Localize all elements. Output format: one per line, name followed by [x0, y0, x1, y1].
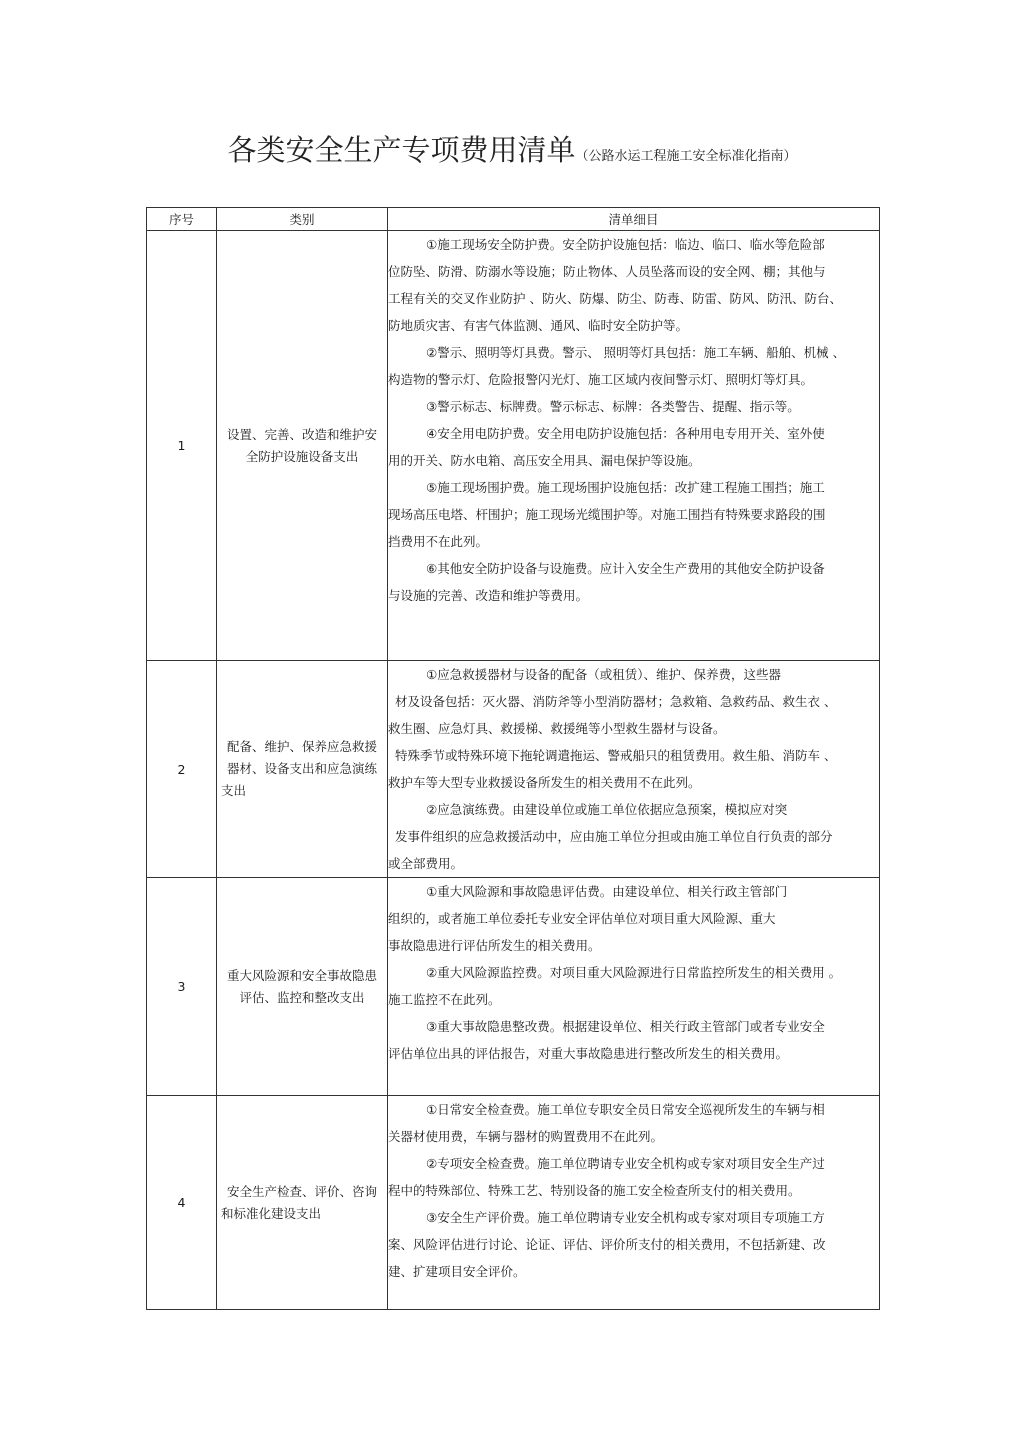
row-number: 1 [147, 231, 217, 661]
row-details [388, 661, 880, 878]
detail-line: ③警示标志、标牌费。警示标志、标牌：各类警告、提醒、指示等。 [426, 399, 800, 414]
row-number: 4 [147, 1096, 217, 1310]
detail-line: ②警示、照明等灯具费。警示、 照明等灯具包括：施工车辆、船舶、机械 、 [426, 345, 846, 360]
detail-line: 发事件组织的应急救援活动中，应由施工单位分担或由施工单位自行负责的部分 [395, 829, 833, 844]
header-serial: 序号 [147, 208, 217, 231]
detail-line: ①应急救援器材与设备的配备（或租赁）、维护、保养费，这些器 [426, 667, 781, 682]
header-details: 清单细目 [388, 208, 880, 231]
detail-line: 施工监控不在此列。 [388, 992, 501, 1007]
detail-line: 与设施的完善、改造和维护等费用。 [388, 588, 589, 603]
detail-line: ③安全生产评价费。施工单位聘请专业安全机构或专家对项目专项施工方 [426, 1210, 825, 1225]
fee-list-table [146, 207, 880, 1310]
detail-line: ①重大风险源和事故隐患评估费。由建设单位、相关行政主管部门 [426, 884, 788, 899]
detail-line: 位防坠、防滑、防溺水等设施；防止物体、人员坠落而设的安全网、棚；其他与 [388, 264, 826, 279]
detail-line: 或全部费用。 [388, 856, 464, 871]
detail-line: 建、扩建项目安全评价。 [388, 1264, 526, 1279]
table-row [147, 661, 880, 878]
category-line: 安全生产检查、评价、咨询 [226, 1183, 377, 1199]
table-row [147, 231, 880, 661]
detail-line: 材及设备包括：灭火器、消防斧等小型消防器材；急救箱、急救药品、救生衣 、 [395, 694, 837, 709]
row-category [217, 661, 388, 878]
category-line: 器材、设备支出和应急演练 [226, 761, 377, 776]
row-details [388, 1096, 880, 1310]
detail-line: ①施工现场安全防护费。安全防护设施包括：临边、临口、临水等危险部 [426, 237, 825, 252]
table-row [147, 878, 880, 1096]
detail-line: 评估单位出具的评估报告，对重大事故隐患进行整改所发生的相关费用。 [388, 1046, 789, 1061]
row-details [388, 878, 880, 1096]
detail-line: 防地质灾害、有害气体监测、通风、临时安全防护等。 [388, 318, 689, 333]
detail-line: 工程有关的交叉作业防护 、防火、防爆、防尘、防毒、防雷、防风、防汛、防台、 [388, 291, 842, 306]
detail-line: 组织的，或者施工单位委托专业安全评估单位对项目重大风险源、重大 [388, 911, 776, 926]
detail-line: ④安全用电防护费。安全用电防护设施包括：各种用电专用开关、室外使 [426, 426, 825, 441]
category-line: 全防护设施设备支出 [245, 448, 359, 464]
detail-line: 用的开关、防水电箱、高压安全用具、漏电保护等设施。 [388, 453, 701, 468]
row-category [217, 231, 388, 661]
category-line: 评估、监控和整改支出 [239, 989, 365, 1005]
detail-line: ②重大风险源监控费。对项目重大风险源进行日常监控所发生的相关费用 。 [426, 965, 842, 980]
row-number: 2 [147, 661, 217, 878]
detail-line: 救护车等大型专业救援设备所发生的相关费用不在此列。 [388, 775, 701, 790]
detail-line: ②专项安全检查费。施工单位聘请专业安全机构或专家对项目安全生产过 [426, 1156, 825, 1171]
table-header-row [147, 208, 880, 231]
detail-line: 事故隐患进行评估所发生的相关费用。 [388, 938, 601, 953]
row-number: 3 [147, 878, 217, 1096]
detail-line: 现场高压电塔、杆围护；施工现场光缆围护等。对施工围挡有特殊要求路段的围 [388, 507, 826, 522]
category-line: 支出 [221, 783, 247, 798]
detail-line: ②应急演练费。由建设单位或施工单位依据应急预案，模拟应对突 [426, 802, 788, 817]
document-title [0, 128, 1024, 169]
row-category [217, 878, 388, 1096]
title-source-note: （公路水运工程施工安全标准化指南） [575, 149, 797, 164]
category-line: 配备、维护、保养应急救援 [226, 739, 377, 754]
category-line: 和标准化建设支出 [221, 1205, 322, 1221]
detail-line: 救生圈、应急灯具、救援梯、救援绳等小型救生器材与设备。 [388, 721, 726, 736]
detail-line: 程中的特殊部位、特殊工艺、特别设备的施工安全检查所支付的相关费用。 [388, 1183, 801, 1198]
table-row [147, 1096, 880, 1310]
detail-line: 挡费用不在此列。 [388, 534, 489, 549]
detail-line: ①日常安全检查费。施工单位专职安全员日常安全巡视所发生的车辆与相 [426, 1102, 825, 1117]
detail-line: 构造物的警示灯、危险报警闪光灯、施工区域内夜间警示灯、照明灯等灯具。 [388, 372, 814, 387]
header-category: 类别 [217, 208, 388, 231]
detail-line: ③重大事故隐患整改费。根据建设单位、相关行政主管部门或者专业安全 [426, 1019, 825, 1034]
row-details [388, 231, 880, 661]
detail-line: 关器材使用费，车辆与器材的购置费用不在此列。 [388, 1129, 664, 1144]
detail-line: ⑤施工现场围护费。施工现场围护设施包括：改扩建工程施工围挡；施工 [426, 480, 825, 495]
detail-line: 特殊季节或特殊环境下拖轮调遣拖运、警戒船只的租赁费用。救生船、消防车 、 [395, 748, 837, 763]
title-main: 各类安全生产专项费用清单 [227, 133, 576, 167]
row-category [217, 1096, 388, 1310]
category-line: 重大风险源和安全事故隐患 [226, 967, 377, 983]
detail-line: ⑥其他安全防护设备与设施费。应计入安全生产费用的其他安全防护设备 [426, 561, 825, 576]
detail-line: 案、风险评估进行讨论、论证、评估、评价所支付的相关费用，不包括新建、改 [388, 1237, 826, 1252]
category-line: 设置、完善、改造和维护安 [226, 426, 377, 442]
